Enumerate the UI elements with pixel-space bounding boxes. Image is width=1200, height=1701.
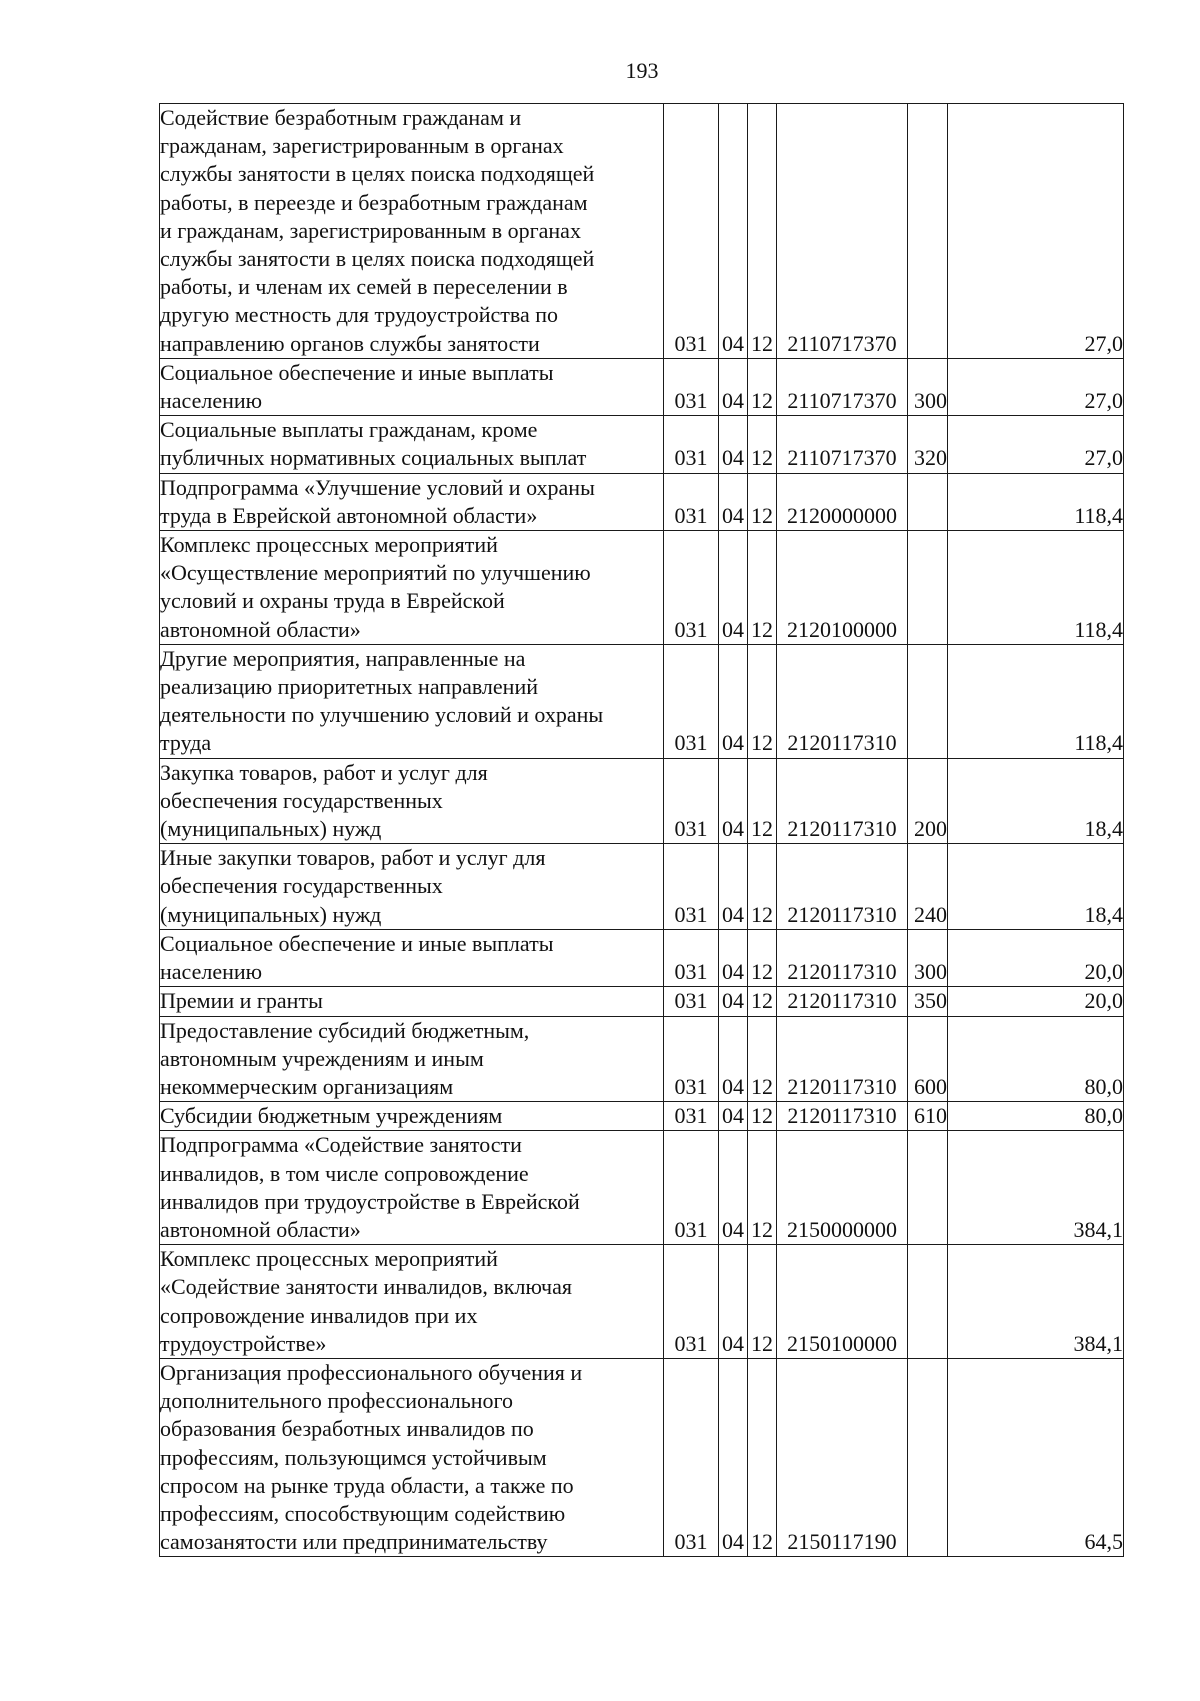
- row-name-cell: Субсидии бюджетным учреждениям: [160, 1102, 664, 1131]
- row-name-cell: Подпрограмма «Содействие занятости инвалидов, в том числе сопровождение инвалидов при трудоустройстве в Еврейской автономной области»: [160, 1131, 664, 1245]
- ministry-code-cell: 031: [664, 531, 719, 645]
- table-row: [160, 644, 1124, 758]
- amount-cell: 64,5: [948, 1358, 1124, 1556]
- row-name-cell: Предоставление субсидий бюджетным, автономным учреждениям и иным некоммерческим организациям: [160, 1016, 664, 1102]
- ministry-code-cell: 031: [664, 987, 719, 1016]
- row-name-cell: Комплекс процессных мероприятий «Содействие занятости инвалидов, включая сопровождение инвалидов при их трудоустройстве»: [160, 1245, 664, 1359]
- expense-type-cell: 350: [908, 987, 948, 1016]
- subsection-code-cell: 12: [748, 1102, 777, 1131]
- section-code-cell: 04: [719, 531, 748, 645]
- expense-type-cell: [908, 104, 948, 359]
- section-code-cell: 04: [719, 358, 748, 415]
- expense-type-cell: 300: [908, 358, 948, 415]
- row-name-cell: Премии и гранты: [160, 987, 664, 1016]
- ministry-code-cell: 031: [664, 844, 719, 930]
- ministry-code-cell: 031: [664, 104, 719, 359]
- target-article-cell: 2120100000: [777, 531, 908, 645]
- row-name-cell: Комплекс процессных мероприятий «Осуществление мероприятий по улучшению условий и охраны труда в Еврейской автономной области»: [160, 531, 664, 645]
- target-article-cell: 2110717370: [777, 416, 908, 473]
- ministry-code-cell: 031: [664, 416, 719, 473]
- expense-type-cell: 300: [908, 929, 948, 986]
- amount-cell: 384,1: [948, 1245, 1124, 1359]
- section-code-cell: 04: [719, 758, 748, 844]
- ministry-code-cell: 031: [664, 929, 719, 986]
- amount-cell: 384,1: [948, 1131, 1124, 1245]
- target-article-cell: 2120000000: [777, 473, 908, 530]
- ministry-code-cell: 031: [664, 1102, 719, 1131]
- target-article-cell: 2120117310: [777, 758, 908, 844]
- target-article-cell: 2110717370: [777, 358, 908, 415]
- expense-type-cell: 200: [908, 758, 948, 844]
- section-code-cell: 04: [719, 987, 748, 1016]
- target-article-cell: 2150117190: [777, 1358, 908, 1556]
- table-row: [160, 1245, 1124, 1359]
- section-code-cell: 04: [719, 416, 748, 473]
- subsection-code-cell: 12: [748, 358, 777, 415]
- table-row: [160, 104, 1124, 359]
- row-name-cell: Закупка товаров, работ и услуг для обеспечения государственных (муниципальных) нужд: [160, 758, 664, 844]
- amount-cell: 27,0: [948, 104, 1124, 359]
- section-code-cell: 04: [719, 1131, 748, 1245]
- section-code-cell: 04: [719, 1358, 748, 1556]
- ministry-code-cell: 031: [664, 1016, 719, 1102]
- ministry-code-cell: 031: [664, 758, 719, 844]
- section-code-cell: 04: [719, 844, 748, 930]
- target-article-cell: 2110717370: [777, 104, 908, 359]
- expense-type-cell: 320: [908, 416, 948, 473]
- table-row: [160, 844, 1124, 930]
- ministry-code-cell: 031: [664, 358, 719, 415]
- expense-type-cell: [908, 531, 948, 645]
- table-row: [160, 929, 1124, 986]
- amount-cell: 118,4: [948, 531, 1124, 645]
- expense-type-cell: [908, 1358, 948, 1556]
- subsection-code-cell: 12: [748, 473, 777, 530]
- amount-cell: 27,0: [948, 416, 1124, 473]
- expense-type-cell: 600: [908, 1016, 948, 1102]
- subsection-code-cell: 12: [748, 644, 777, 758]
- row-name-cell: Организация профессионального обучения и дополнительного профессионального образования безработных инвалидов по профессиям, пользующимся устойчивым спросом на рынке труда области, а также по профессиям, способствующим содействию самозанятости или предпринимательству: [160, 1358, 664, 1556]
- table-row: [160, 1016, 1124, 1102]
- expense-type-cell: [908, 473, 948, 530]
- subsection-code-cell: 12: [748, 929, 777, 986]
- amount-cell: 118,4: [948, 644, 1124, 758]
- amount-cell: 20,0: [948, 987, 1124, 1016]
- subsection-code-cell: 12: [748, 1131, 777, 1245]
- target-article-cell: 2120117310: [777, 844, 908, 930]
- subsection-code-cell: 12: [748, 104, 777, 359]
- table-row: [160, 758, 1124, 844]
- subsection-code-cell: 12: [748, 1016, 777, 1102]
- subsection-code-cell: 12: [748, 844, 777, 930]
- amount-cell: 18,4: [948, 844, 1124, 930]
- amount-cell: 18,4: [948, 758, 1124, 844]
- page-number: 193: [625, 58, 659, 83]
- expense-type-cell: 240: [908, 844, 948, 930]
- amount-cell: 20,0: [948, 929, 1124, 986]
- section-code-cell: 04: [719, 473, 748, 530]
- expense-type-cell: [908, 644, 948, 758]
- amount-cell: 80,0: [948, 1102, 1124, 1131]
- row-name-cell: Подпрограмма «Улучшение условий и охраны труда в Еврейской автономной области»: [160, 473, 664, 530]
- ministry-code-cell: 031: [664, 473, 719, 530]
- target-article-cell: 2120117310: [777, 644, 908, 758]
- subsection-code-cell: 12: [748, 416, 777, 473]
- ministry-code-cell: 031: [664, 644, 719, 758]
- target-article-cell: 2120117310: [777, 1102, 908, 1131]
- ministry-code-cell: 031: [664, 1358, 719, 1556]
- section-code-cell: 04: [719, 1245, 748, 1359]
- target-article-cell: 2150100000: [777, 1245, 908, 1359]
- table-row: [160, 416, 1124, 473]
- budget-table: [159, 103, 1124, 1557]
- target-article-cell: 2120117310: [777, 929, 908, 986]
- target-article-cell: 2150000000: [777, 1131, 908, 1245]
- subsection-code-cell: 12: [748, 987, 777, 1016]
- target-article-cell: 2120117310: [777, 1016, 908, 1102]
- section-code-cell: 04: [719, 644, 748, 758]
- target-article-cell: 2120117310: [777, 987, 908, 1016]
- row-name-cell: Другие мероприятия, направленные на реализацию приоритетных направлений деятельности по улучшению условий и охраны труда: [160, 644, 664, 758]
- subsection-code-cell: 12: [748, 1245, 777, 1359]
- amount-cell: 118,4: [948, 473, 1124, 530]
- table-row: [160, 1131, 1124, 1245]
- section-code-cell: 04: [719, 1102, 748, 1131]
- row-name-cell: Социальное обеспечение и иные выплаты населению: [160, 929, 664, 986]
- row-name-cell: Иные закупки товаров, работ и услуг для обеспечения государственных (муниципальных) нужд: [160, 844, 664, 930]
- expense-type-cell: [908, 1245, 948, 1359]
- table-row: [160, 987, 1124, 1016]
- section-code-cell: 04: [719, 1016, 748, 1102]
- subsection-code-cell: 12: [748, 531, 777, 645]
- table-row: [160, 358, 1124, 415]
- table-row: [160, 1358, 1124, 1556]
- amount-cell: 27,0: [948, 358, 1124, 415]
- section-code-cell: 04: [719, 104, 748, 359]
- ministry-code-cell: 031: [664, 1131, 719, 1245]
- row-name-cell: Социальное обеспечение и иные выплаты населению: [160, 358, 664, 415]
- ministry-code-cell: 031: [664, 1245, 719, 1359]
- budget-table-body: [160, 104, 1124, 1557]
- subsection-code-cell: 12: [748, 758, 777, 844]
- table-row: [160, 531, 1124, 645]
- amount-cell: 80,0: [948, 1016, 1124, 1102]
- table-row: [160, 473, 1124, 530]
- subsection-code-cell: 12: [748, 1358, 777, 1556]
- section-code-cell: 04: [719, 929, 748, 986]
- row-name-cell: Содействие безработным гражданам и гражданам, зарегистрированным в органах службы занятости в целях поиска подходящей работы, в переезде и безработным гражданам и гражданам, зарегистрированным в органах службы занятости в целях поиска подходящей работы, и членам их семей в переселении в другую местность для трудоустройства по направлению органов службы занятости: [160, 104, 664, 359]
- expense-type-cell: 610: [908, 1102, 948, 1131]
- row-name-cell: Социальные выплаты гражданам, кроме публичных нормативных социальных выплат: [160, 416, 664, 473]
- expense-type-cell: [908, 1131, 948, 1245]
- table-row: [160, 1102, 1124, 1131]
